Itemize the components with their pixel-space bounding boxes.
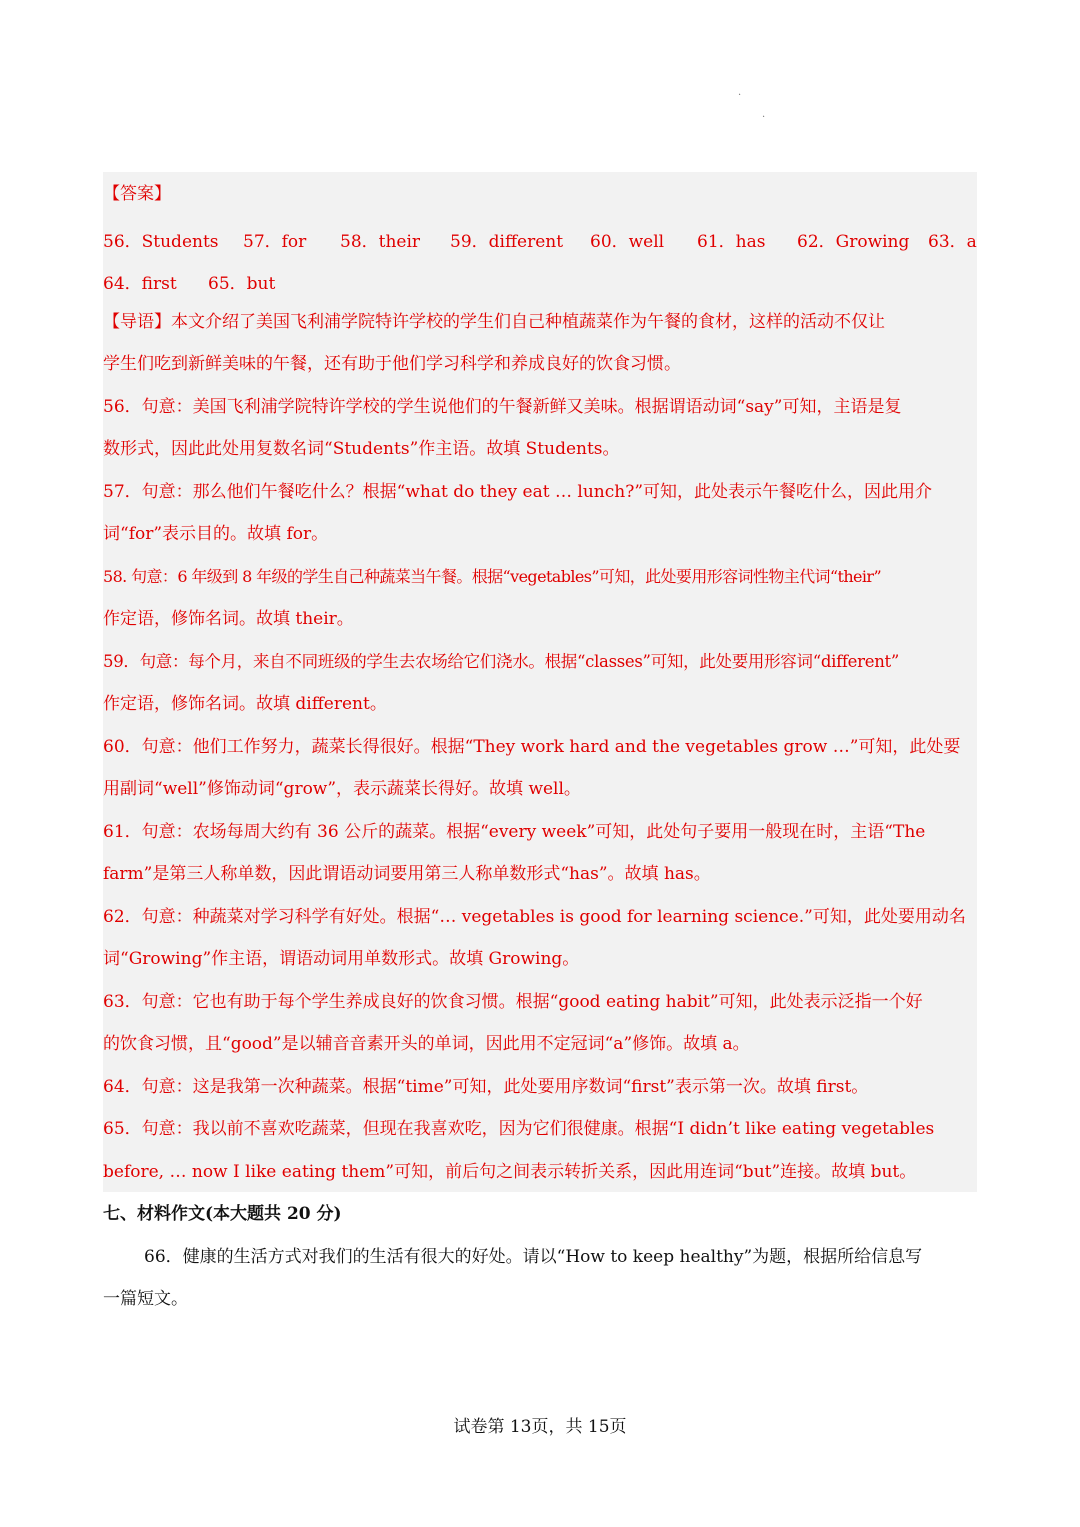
intro-line: 学生们吃到新鲜美味的午餐，还有助于他们学习科学和养成良好的饮食习惯。 [103, 354, 681, 374]
answer-62: 62．Growing [797, 232, 910, 252]
explanation-line: before, … now I like eating them”可知，前后句之间表示转折关系，因此用连词“but”连接。故填 but。 [103, 1162, 917, 1182]
explanation-line: 数形式，因此此处用复数名词“Students”作主语。故填 Students。 [103, 439, 620, 459]
explanation-line: farm”是第三人称单数，因此谓语动词要用第三人称单数形式“has”。故填 has。 [103, 864, 711, 884]
answer-60: 60．well [590, 232, 665, 252]
explanation-line: 58. 句意：6 年级到 8 年级的学生自己种蔬菜当午餐。根据“vegetables”可知，此处要用形容词性物主代词“their” [103, 567, 882, 586]
intro-line: 【导语】本文介绍了美国飞利浦学院特许学校的学生们自己种植蔬菜作为午餐的食材，这样的活动不仅让 [103, 312, 885, 332]
question-66-line: 一篇短文。 [103, 1289, 188, 1309]
page-footer: 试卷第 13页，共 15页 [453, 1417, 627, 1437]
explanation-line: 作定语，修饰名词。故填 different。 [103, 694, 387, 714]
answer-header: 【答案】 [103, 184, 171, 204]
explanation-line: 用副词“well”修饰动词“grow”，表示蔬菜长得好。故填 well。 [103, 779, 581, 799]
answer-57: 57．for [243, 232, 307, 252]
explanation-line: 词“for”表示目的。故填 for。 [103, 524, 329, 544]
answer-59: 59．different [450, 232, 564, 252]
answer-56: 56．Students [103, 232, 219, 252]
explanation-line: 作定语，修饰名词。故填 their。 [103, 609, 354, 629]
explanation-line: 56．句意：美国飞利浦学院特许学校的学生说他们的午餐新鲜又美味。根据谓语动词“say”可知，主语是复 [103, 397, 902, 417]
answer-58: 58．their [340, 232, 421, 252]
explanation-line: 64．句意：这是我第一次种蔬菜。根据“time”可知，此处要用序数词“first”表示第一次。故填 first。 [103, 1077, 869, 1097]
explanation-line: 65．句意：我以前不喜欢吃蔬菜，但现在我喜欢吃，因为它们很健康。根据“I didn’t like eating vegetables [103, 1119, 935, 1139]
explanation-line: 59．句意：每个月，来自不同班级的学生去农场给它们浇水。根据“classes”可知，此处要用形容词“different” [103, 652, 899, 671]
answer-65: 65．but [208, 274, 276, 294]
section-title: 七、材料作文(本大题共 20 分) [103, 1204, 342, 1224]
question-66-line: 66．健康的生活方式对我们的生活有很大的好处。请以“How to keep healthy”为题，根据所给信息写 [144, 1247, 923, 1267]
explanation-line: 词“Growing”作主语，谓语动词用单数形式。故填 Growing。 [103, 949, 580, 969]
explanation-line: 57．句意：那么他们午餐吃什么？根据“what do they eat … lunch?”可知，此处表示午餐吃什么，因此用介 [103, 482, 933, 502]
explanation-line: 的饮食习惯，且“good”是以辅音音素开头的单词，因此用不定冠词“a”修饰。故填 a。 [103, 1034, 750, 1054]
answer-64: 64．first [103, 274, 177, 294]
scan-dot: . [738, 87, 742, 98]
answer-63: 63．a [928, 232, 977, 252]
explanation-line: 63．句意：它也有助于每个学生养成良好的饮食习惯。根据“good eating habit”可知，此处表示泛指一个好 [103, 992, 923, 1012]
answer-61: 61．has [697, 232, 766, 252]
explanation-line: 62．句意：种蔬菜对学习科学有好处。根据“… vegetables is good for learning science.”可知，此处要用动名 [103, 907, 966, 927]
scan-dot: . [762, 109, 766, 120]
explanation-line: 60．句意：他们工作努力，蔬菜长得很好。根据“They work hard and the vegetables grow …”可知，此处要 [103, 737, 961, 757]
explanation-line: 61．句意：农场每周大约有 36 公斤的蔬菜。根据“every week”可知，此处句子要用一般现在时，主语“The [103, 822, 926, 842]
